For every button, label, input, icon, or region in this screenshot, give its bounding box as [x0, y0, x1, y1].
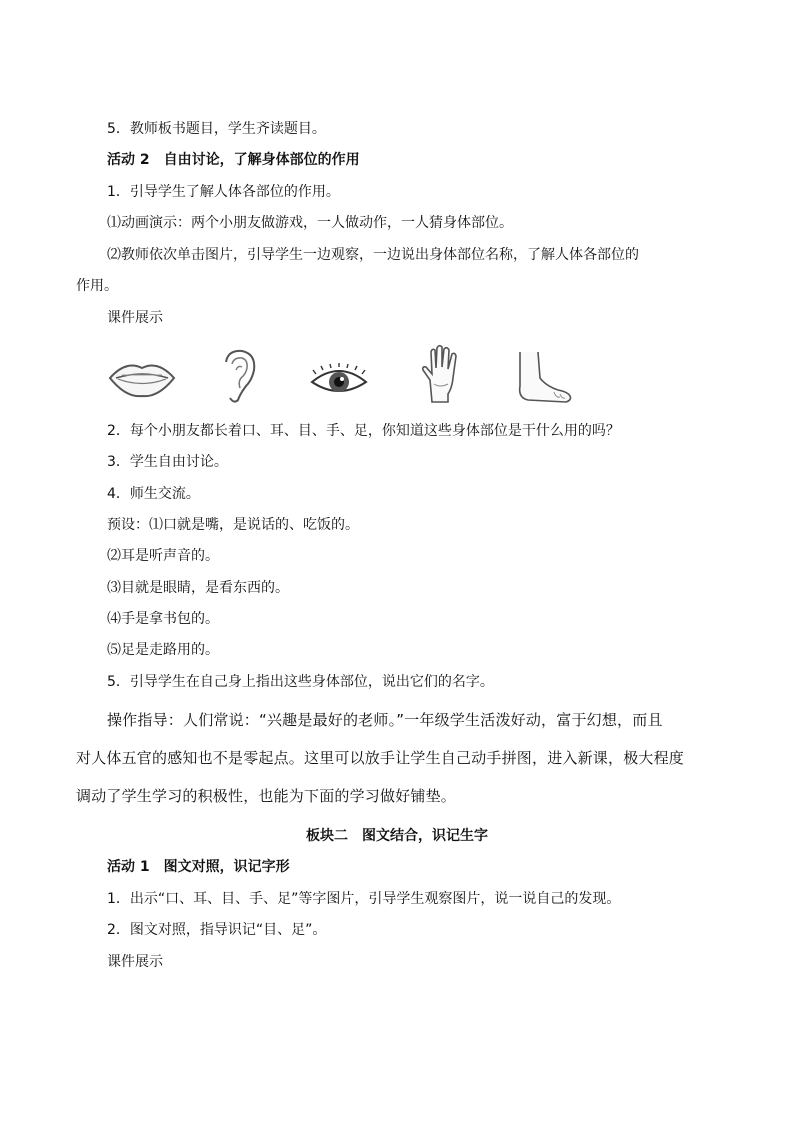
eye-icon: [308, 362, 370, 400]
read-step-1: 1．出示“口、耳、目、手、足”等字图片，引导学生观察图片，说一说自己的发现。: [107, 891, 621, 907]
mouth-icon: [106, 358, 178, 400]
preset-1: 预设：⑴口就是嘴，是说话的、吃饭的。: [107, 517, 359, 533]
step-4-exchange: 4．师生交流。: [107, 486, 200, 502]
step-1-sub-2: ⑵教师依次单击图片，引导学生一边观察，一边说出身体部位名称，了解人体各部位的: [107, 247, 639, 263]
guidance-line-2: 对人体五官的感知也不是零起点。这里可以放手让学生自己动手拼图，进入新课，极大程度: [76, 749, 685, 767]
courseware-label-2: 课件展示: [107, 954, 163, 970]
step-1-sub-2-cont: 作用。: [76, 278, 118, 294]
preset-3: ⑶目就是眼睛，是看东西的。: [107, 580, 289, 596]
preset-5: ⑸足是走路用的。: [107, 642, 219, 658]
courseware-label-1: 课件展示: [107, 310, 163, 326]
question-2: 2．每个小朋友都长着口、耳、目、手、足，你知道这些身体部位是干什么用的吗？: [107, 423, 620, 439]
step-5-board-title: 5．教师板书题目，学生齐读题目。: [107, 121, 326, 137]
step-1-sub-1: ⑴动画演示：两个小朋友做游戏，一人做动作，一人猜身体部位。: [107, 215, 513, 231]
ear-icon: [216, 348, 260, 406]
foot-icon: [510, 350, 574, 406]
activity-1-heading: 活动 1 图文对照，识记字形: [107, 859, 290, 875]
guidance-line-3: 调动了学生学习的积极性，也能为下面的学习做好铺垫。: [76, 787, 457, 805]
activity-2-heading: 活动 2 自由讨论，了解身体部位的作用: [107, 152, 360, 168]
preset-2: ⑵耳是听声音的。: [107, 548, 219, 564]
hand-icon: [420, 344, 464, 406]
section-heading: 板块二 图文结合，识记生字: [306, 828, 488, 844]
step-1-guide: 1．引导学生了解人体各部位的作用。: [107, 184, 340, 200]
read-step-2: 2．图文对照，指导识记“目、足”。: [107, 922, 327, 938]
step-5-point: 5．引导学生在自己身上指出这些身体部位，说出它们的名字。: [107, 674, 494, 690]
preset-4: ⑷手是拿书包的。: [107, 611, 219, 627]
guidance-line-1: 操作指导：人们常说：“兴趣是最好的老师。”一年级学生活泼好动，富于幻想，而且: [107, 711, 663, 729]
step-3-discuss: 3．学生自由讨论。: [107, 454, 228, 470]
